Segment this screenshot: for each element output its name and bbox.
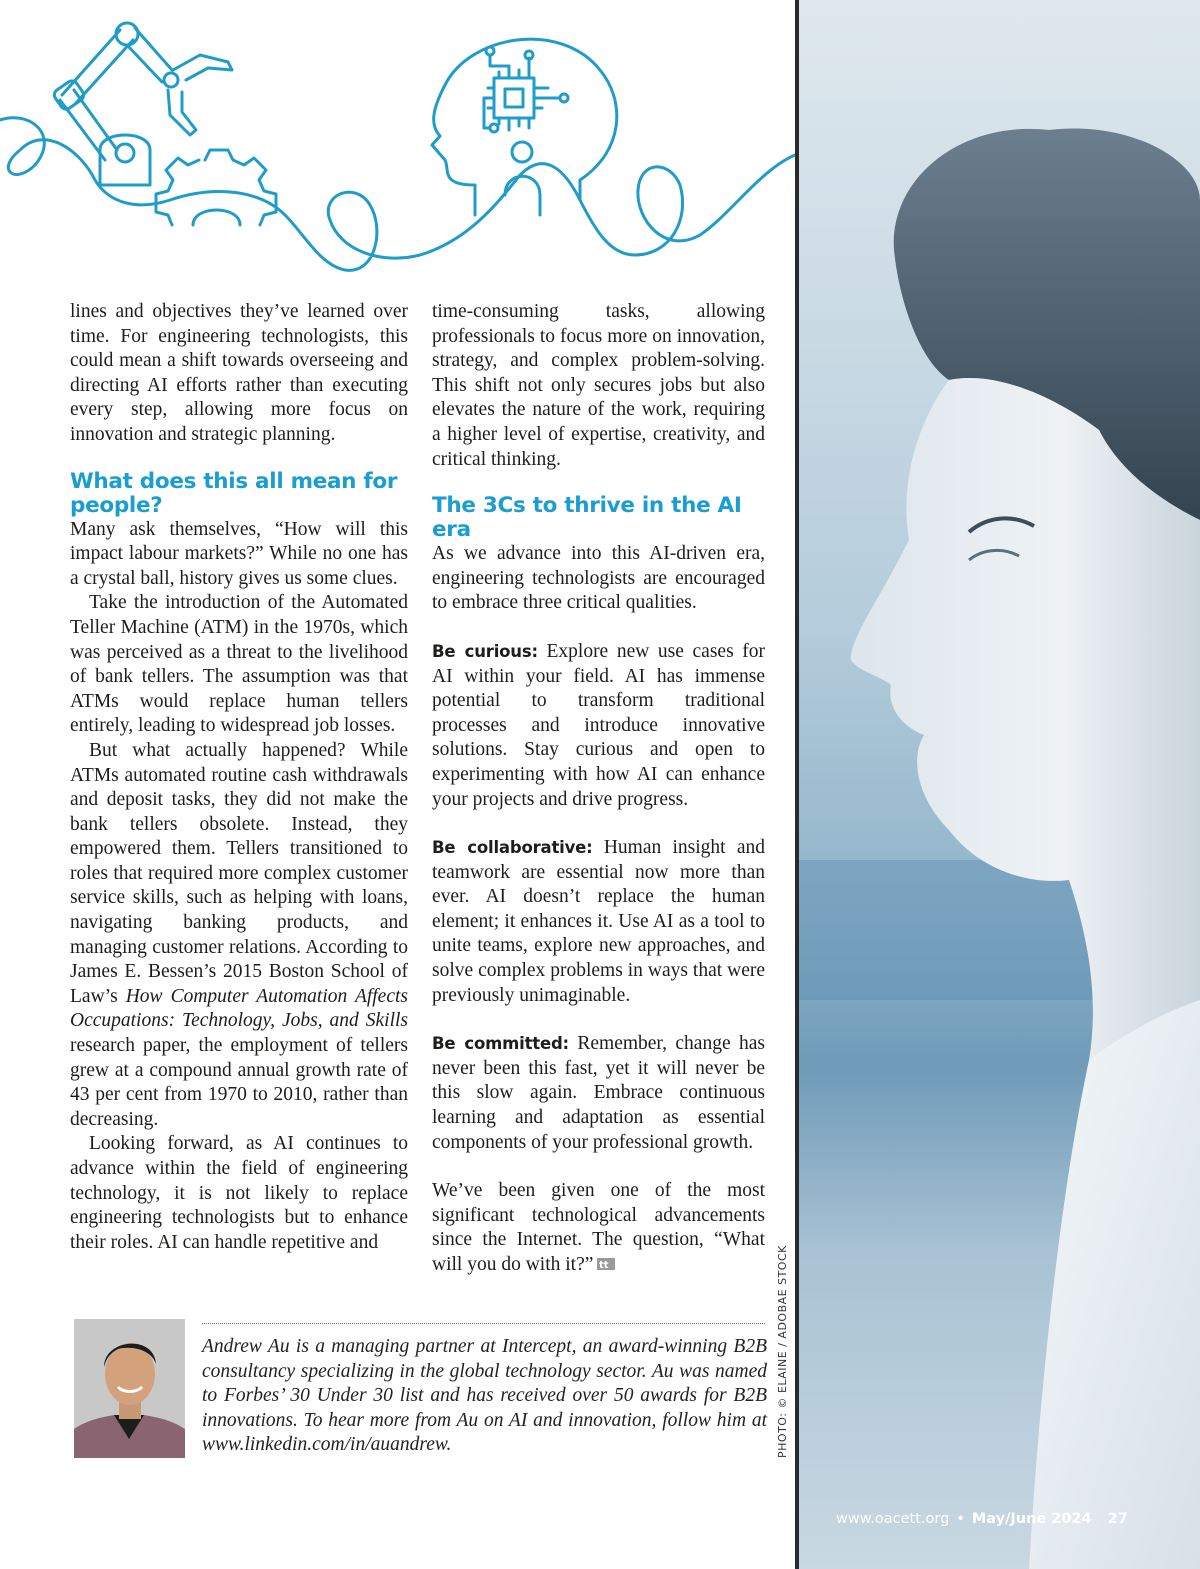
wave-line (0, 118, 795, 271)
paragraph: time-consuming tasks, allowing professionals to focus more on innovation, strategy, and complex problem-solving. This shift not only secures jobs but also elevates the nature of the work, requiring a higher level of expertise, creativity, and critical thinking. (432, 301, 765, 470)
photo-credit: PHOTO: © ELAINE / ADOBAE STOCK (776, 1245, 789, 1458)
bio-divider (202, 1323, 765, 1324)
header-line-art (0, 0, 795, 285)
quality-label: Be curious: (432, 641, 538, 661)
ai-head-chip-icon (432, 39, 617, 215)
paragraph: Many ask themselves, “How will this impact labour markets?” While no one has a crystal ball, history gives us some clues. (70, 518, 408, 589)
page-number: 27 (1107, 1511, 1128, 1527)
page-footer: www.oacett.org • May/June 2024 27 (836, 1511, 1128, 1527)
article-column-right (432, 300, 765, 1278)
article-column-left (70, 300, 408, 1255)
closing-paragraph: We’ve been given one of the most significant technological advancements since the Internet. The question, “What will you do with it?” tt (432, 1180, 765, 1275)
author-headshot (74, 1319, 185, 1458)
paragraph: Take the introduction of the Automated Teller Machine (ATM) in the 1970s, which was perceived as a threat to the livelihood of bank tellers. The assumption was that ATMs would replace human tellers entirely, leading to widespread job losses. (70, 592, 408, 737)
gear-icon (156, 150, 276, 225)
paragraph: Looking forward, as AI continues to advance within the field of engineering technology, it is not likely to replace engineering technologists but to enhance their roles. AI can handle repetitive and (70, 1133, 408, 1253)
author-bio: Andrew Au is a managing partner at Intercept, an award-winning B2B consultancy specializing in the global technology sector. Au was named to Forbes’ 30 Under 30 list and has received over 50 awards for B2B innovations. To hear more from Au on AI and innovation, follow him at www.linkedin.com/in/auandrew. (202, 1336, 767, 1455)
profile-portrait-photo (799, 0, 1200, 1569)
paper-title: How Computer Automation Affects Occupations: Technology, Jobs, and Skills (70, 985, 409, 1032)
quality-committed: Be committed: Remember, change has never been this fast, yet it will never be this slow again. Embrace continuous learning and adaptation as essential components of your professional growth. (432, 1033, 765, 1153)
tt-end-mark-icon (597, 1257, 615, 1271)
footer-issue: May/June 2024 (971, 1511, 1092, 1527)
footer-site: www.oacett.org (836, 1511, 950, 1527)
section-heading-3cs: The 3Cs to thrive in the AI era (432, 493, 742, 543)
quality-curious: Be curious: Explore new use cases for AI within your field. AI has immense potential to transform traditional processes and introduce innovative solutions. Stay curious and open to experimenting with how AI can enhance your projects and drive progress. (432, 640, 765, 810)
svg-text:tt: tt (599, 1260, 609, 1271)
quality-collaborative: Be collaborative: Human insight and teamwork are essential now more than ever. AI doesn’t replace the human element; it enhances it. Use AI as a tool to unite teams, explore new approaches, and solve complex problems in ways that were previously unimaginable. (432, 837, 766, 1006)
paragraph: lines and objectives they’ve learned over time. For engineering technologists, this could mean a shift towards overseeing and directing AI efforts rather than executing every step, allowing more focus on innovation and strategic planning. (70, 301, 408, 445)
quality-label: Be collaborative: (432, 838, 593, 858)
paragraph: But what actually happened? While ATMs automated routine cash withdrawals and deposit tasks, they did not make the bank tellers obsolete. Instead, they empowered them. Tellers transitioned to roles that required more complex customer service skills, such as helping with loans, navigating banking products, and managing customer relations. According to James E. Bessen’s 2015 Boston School of Law’s How Computer Automation Affects Occupations: Technology, Jobs, and Skills research paper, the employment of tellers grew at a compound annual growth rate of 43 per cent from 1970 to 2010, rather than decreasing. (70, 739, 409, 1130)
paragraph: As we advance into this AI-driven era, engineering technologists are encouraged to embrace three critical qualities. (432, 543, 765, 614)
section-heading-people: What does this all mean for people? (70, 468, 398, 518)
quality-label: Be committed: (432, 1034, 569, 1054)
